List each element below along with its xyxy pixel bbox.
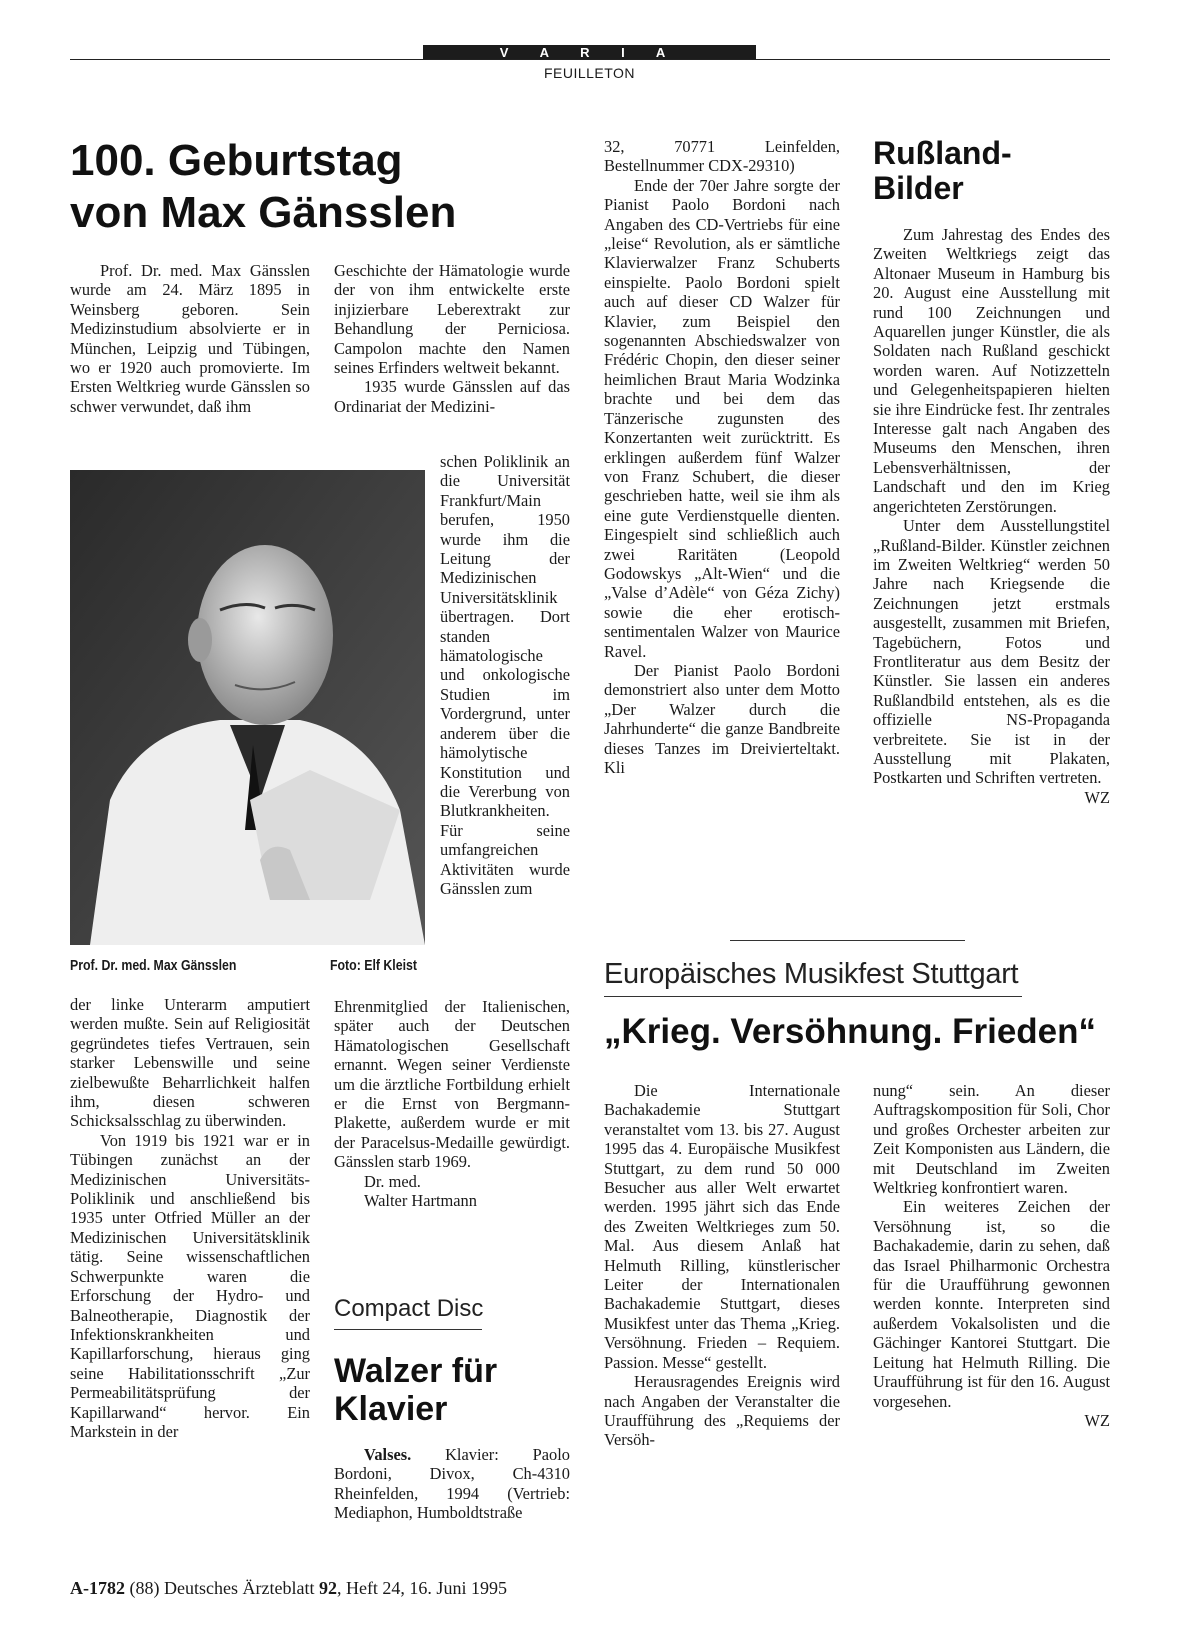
photo-credit: Foto: Elf Kleist: [330, 958, 417, 974]
main-paragraph: Für seine umfangreichen Aktivitäten wurde Gänsslen zum: [440, 820, 570, 898]
cd-lead-bold: Valses.: [364, 1445, 412, 1464]
main-col1-top: [70, 261, 310, 416]
russland-col: [873, 225, 1110, 807]
musikfest-paragraph: Ein weiteres Zeichen der Versöhnung ist, so die Bachakademie, darin zu sehen, daß das Israel Philharmonic Orchestra für die Uraufführung gewonnen werden konnte. Interpreten sind außerdem Vokalsolisten und die Gächinger Kantorei Stuttgart. Die Leitung hat Helmuth Rilling. Die Uraufführung ist für den 16. August vorgesehen.: [873, 1197, 1110, 1411]
main-col2-bottom: [334, 997, 570, 1210]
main-paragraph: 1935 wurde Gänsslen auf das Ordinariat der Medizini-: [334, 377, 570, 416]
russland-paragraph: Unter dem Ausstellungstitel „Rußland-Bilder. Künstler zeichnen im Zweiten Weltkrieg“ werden 50 Jahre nach Kriegsende die Zeichnungen jetzt erstmals ausgestellt, zusammen mit Briefen, Tagebüchern, Fotos und Frontliteratur aus dem Besitz der Künstler. Sie lassen ein anderes Rußlandbild entstehen, als es die offizielle NS-Propaganda verbreitete. Sie ist in der Ausstellung mit Plakaten, Postkarten und Schriften vertreten.: [873, 516, 1110, 788]
portrait-photo: [70, 470, 425, 945]
main-title-line1: 100. Geburtstag: [70, 136, 403, 185]
main-paragraph: Ehrenmitglied der Italienischen, später auch der Deutschen Hämatologischen Gesellschaft ernannt. Wegen seiner Verdienste um die ärztliche Fortbildung erhielt er die Ernst von Bergmann-Plakette, außerdem wurde er mit der Paracelsus-Medaille gewürdigt. Gänsslen starb 1969.: [334, 997, 570, 1172]
musikfest-col-b: [873, 1081, 1110, 1430]
cd-signature: Kli: [604, 758, 625, 777]
article-separator: [730, 940, 965, 941]
cd-col3: [604, 137, 840, 777]
musikfest-paragraph: Die Internationale Bachakademie Stuttgart veranstaltet vom 13. bis 27. August 1995 das 4. Europäische Musikfest Stuttgart, zu dem rund 50 000 Besucher aus aller Welt erwartet werden. 1995 jährt sich das Ende des Zweiten Weltkrieges zum 50. Mal. Aus diesem Anlaß hat Helmuth Rilling, künstlerischer Leiter der Internationalen Bachakademie Stuttgart, dieses Musikfest unter das Thema „Krieg. Versöhnung. Frieden – Requiem. Passion. Messe“ gestellt.: [604, 1081, 840, 1372]
author-line1: Dr. med.: [364, 1171, 421, 1191]
main-col1-bottom: [70, 995, 310, 1441]
musikfest-kicker-rule: [604, 996, 1022, 997]
cd-col2: [334, 1445, 570, 1523]
cd-paragraph: 32, 70771 Leinfelden, Bestellnummer CDX-29310): [604, 137, 840, 176]
russland-title-line1: Rußland-: [873, 135, 1012, 171]
musikfest-paragraph: nung“ sein. An dieser Auftragskomposition für Soli, Chor und großes Orchester arbeiten zur Zeit Komponisten aus Ländern, die mit Deutschland im Zweiten Weltkrieg konfrontiert waren.: [873, 1081, 1110, 1198]
main-paragraph: schen Poliklinik an die Universität Frankfurt/Main berufen, 1950 wurde ihm die Leitung der Medizinischen Universitätsklinik übertragen. Dort standen hämatologische und onkologische Studien im Vordergrund, unter anderem über die hämolytische Konstitution und die Vererbung von Blutkrankheiten.: [440, 452, 570, 821]
main-paragraph: der linke Unterarm amputiert werden mußte. Sein auf Religiosität gegründetes tiefes Vertrauen, sein starker Lebenswille und seine zielbewußte Beharrlichkeit halfen ihm, diesen schweren Schicksalsschlag zu überwinden.: [70, 995, 310, 1131]
main-title-line2: von Max Gänsslen: [70, 188, 457, 237]
header-rule: [70, 59, 1110, 60]
cd-title-line2: Klavier: [334, 1390, 448, 1428]
cd-kicker-rule: [334, 1329, 482, 1330]
journal-volume: 92: [318, 1578, 337, 1598]
page-footer: [70, 1578, 507, 1599]
main-paragraph: Von 1919 bis 1921 war er in Tübingen zunächst an der Medizinischen Universitäts-Poliklinik und anschließend bis 1935 unter Otfried Müller an der Medizinischen Universitätsklinik tätig. Seine wissenschaftlichen Schwerpunkte waren die Erforschung der Hydro- und Balneotherapie, Diagnostik der Infektionskrankheiten und Kapillarforschung, hieraus ging seine Habilitationsschrift „Zur Permeabilitätsprüfung der Kapillarwand“ hervor. Ein Markstein in der: [70, 1130, 310, 1441]
page-code: A-1782: [70, 1578, 125, 1598]
musikfest-kicker: Europäisches Musikfest Stuttgart: [604, 958, 1019, 990]
journal-issue: , Heft 24, 16. Juni 1995: [336, 1578, 507, 1598]
cd-title-line1: Walzer für: [334, 1352, 498, 1390]
cd-kicker: Compact Disc: [334, 1295, 484, 1322]
main-col2-top: [334, 261, 570, 416]
cd-paragraph: [604, 661, 840, 777]
main-paragraph: Geschichte der Hämatologie wurde der von ihm entwickelte erste injizierbare Leberextrakt zur Behandlung der Perniciosa. Campolon machte den Namen seines Erfinders weltweit bekannt.: [334, 261, 570, 378]
author-line2: Walter Hartmann: [364, 1191, 477, 1211]
journal-name: Deutsches Ärzteblatt: [164, 1578, 315, 1598]
portrait-image: [70, 470, 425, 945]
cd-article-title: [334, 1352, 497, 1428]
page-paren: (88): [129, 1578, 160, 1598]
main-paragraph: Prof. Dr. med. Max Gänsslen wurde am 24. März 1895 in Weinsberg geboren. Sein Medizinstudium absolvierte er in München, Leipzig und Tübingen, wo er 1920 auch promovierte. Im Ersten Weltkrieg wurde Gänsslen so schwer verwundet, daß ihm: [70, 261, 310, 416]
main-col2-narrow: [440, 452, 570, 898]
russland-article-title: [873, 136, 1012, 206]
section-bar: V A R I A: [423, 45, 756, 60]
cd-paragraph-text: Der Pianist Paolo Bordoni demonstriert also unter dem Motto „Der Walzer durch die Jahrhunderte“ die ganze Bandbreite dieses Tanzes im Dreivierteltakt.: [604, 660, 840, 758]
russland-paragraph: Zum Jahrestag des Endes des Zweiten Weltkriegs zeigt das Altonaer Museum in Hamburg bis 20. August eine Ausstellung mit rund 100 Zeichnungen und Aquarellen junger Künstler, die als Soldaten nach Rußland geschickt worden waren. Auf Notizzetteln und Gelegenheitspapieren hielten sie ihre Eindrücke fest. Ihr zentrales Interesse galt nach Angaben des Museums den Menschen, ihren Lebensverhältnissen, der Landschaft und den im Krieg angerichteten Zerstörungen.: [873, 225, 1110, 516]
main-article-title: [70, 135, 456, 239]
cd-lead-text: Klavier: Paolo Bordoni, Divox, Ch-4310 Rheinfelden, 1994 (Vertrieb: Mediaphon, Humboldtstraße: [334, 1445, 570, 1523]
musikfest-col-a: [604, 1081, 840, 1450]
russland-title-line2: Bilder: [873, 170, 964, 206]
musikfest-paragraph: Herausragendes Ereignis wird nach Angaben der Veranstalter die Uraufführung des „Requiems der Versöh-: [604, 1372, 840, 1450]
cd-paragraph: Ende der 70er Jahre sorgte der Pianist Paolo Bordoni nach Angaben des CD-Vertriebs für eine „leise“ Revolution, als er sämtliche Klavierwalzer Franz Schuberts einspielte. Paolo Bordoni spielt auch auf dieser CD Walzer für Klavier, zum Beispiel den sogenannten Abschiedswalzer von Frédéric Chopin, den dieser seiner heimlichen Braut Maria Wodzinka brachte und bei dem das Tänzerische zugunsten des Konzertanten weit zurücktritt. Es erklingen außerdem fünf Walzer von Franz Schubert, die dieser geschrieben hatte, weil sie ihm als eine gute Verdienstquelle dienten. Eingespielt sind schließlich auch zwei Raritäten (Leopold Godowskys „Alt-Wien“ und die „Valse d’Adèle“ von Géza Zichy) sowie die eher erotisch-sentimentalen Walzer von Maurice Ravel.: [604, 175, 840, 661]
section-label: FEUILLETON: [543, 65, 636, 81]
musikfest-title: „Krieg. Versöhnung. Frieden“: [604, 1012, 1097, 1051]
photo-caption: Prof. Dr. med. Max Gänsslen: [70, 958, 237, 974]
musikfest-signature: WZ: [1084, 1410, 1110, 1430]
russland-signature: WZ: [1084, 787, 1110, 807]
